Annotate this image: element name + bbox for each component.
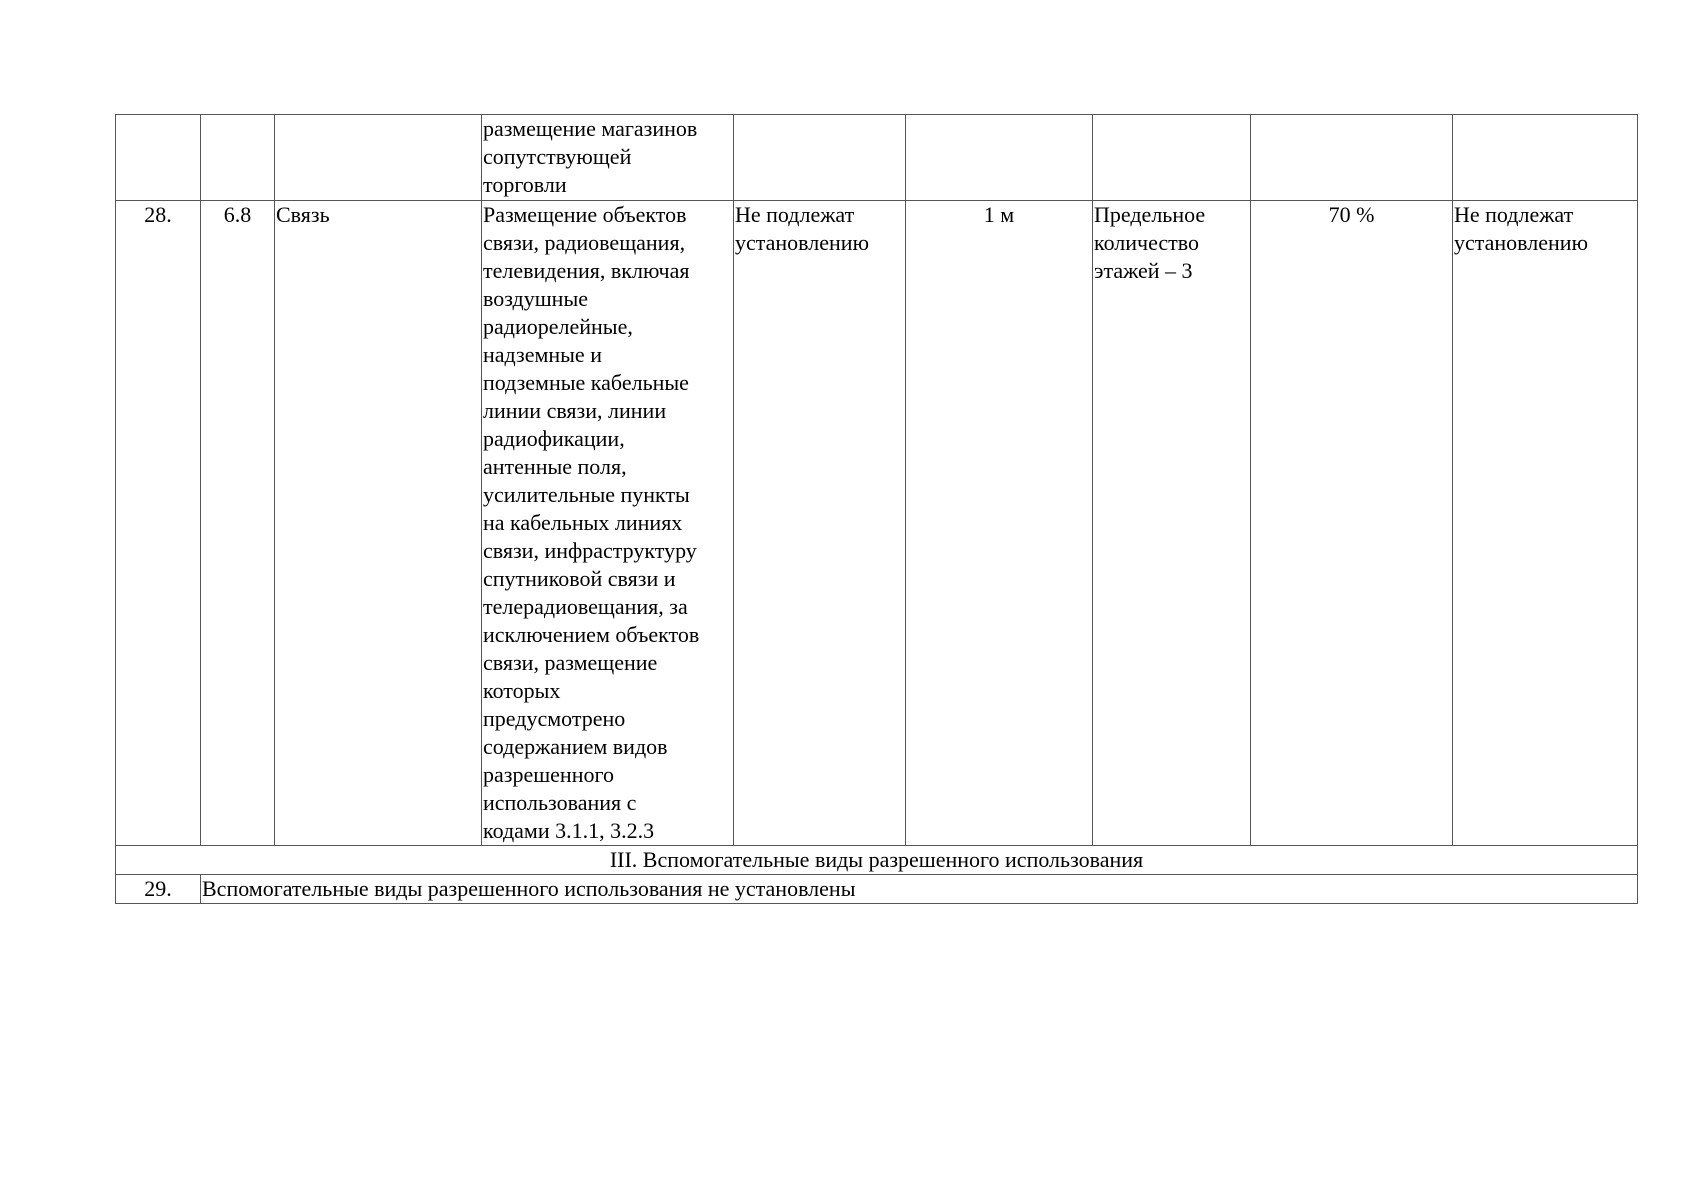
cell-code [201,115,275,201]
cell-col8 [1251,115,1453,201]
table-row-29 [116,875,1638,904]
cell-num: 28. [116,201,201,846]
cell-num: 29. [116,875,201,904]
cell-code: 6.8 [201,201,275,846]
section-title: III. Вспомогательные виды разрешенного использования [116,846,1638,875]
cell-col7: Предельное количество этажей – 3 [1093,201,1251,846]
cell-num [116,115,201,201]
table-row-continuation [116,115,1638,201]
cell-description: Размещение объектов связи, радиовещания, телевидения, включая воздушные радиорелейные, надземные и подземные кабельные линии связи, линии радиофикации, антенные поля, усилительные пункты на кабельных линиях связи, инфраструктуру спутниковой связи и телерадиовещания, за исключением объектов связи, размещение которых предусмотрено содержанием видов разрешенного использования с кодами 3.1.1, 3.2.3 [482,201,734,846]
cell-col8: 70 % [1251,201,1453,846]
cell-name: Связь [275,201,482,846]
table-row-28 [116,201,1638,846]
cell-col7 [1093,115,1251,201]
section-header-row [116,846,1638,875]
cell-col5: Не подлежат установлению [734,201,906,846]
cell-name [275,115,482,201]
land-use-table [115,114,1638,904]
cell-description: размещение магазинов сопутствующей торговли [482,115,734,201]
cell-merged-text: Вспомогательные виды разрешенного использования не установлены [201,875,1638,904]
cell-col5 [734,115,906,201]
cell-col6: 1 м [906,201,1093,846]
cell-col9: Не подлежат установлению [1453,201,1638,846]
cell-col6 [906,115,1093,201]
cell-col9 [1453,115,1638,201]
